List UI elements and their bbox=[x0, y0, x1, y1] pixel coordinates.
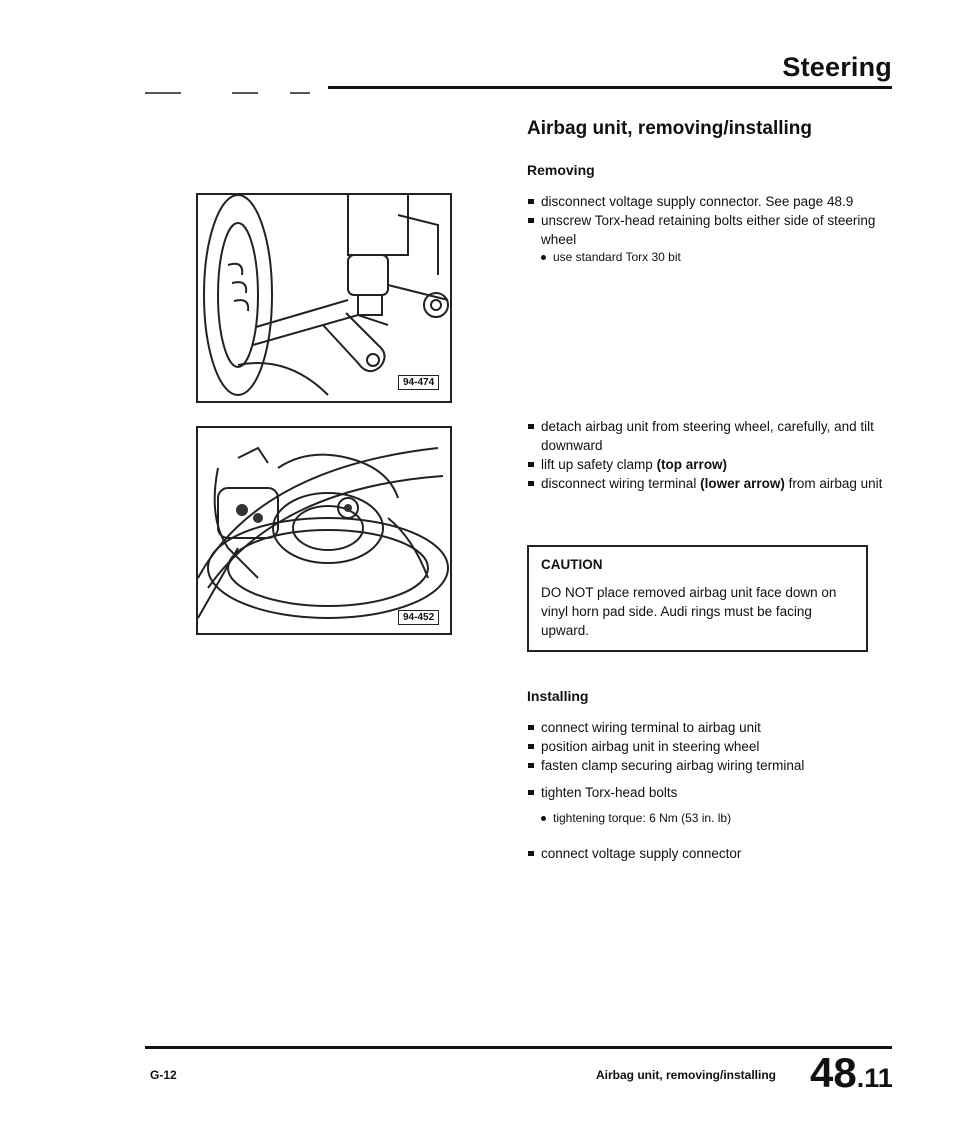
removing-heading: Removing bbox=[527, 162, 595, 178]
step-text: detach airbag unit from steering wheel, carefully, and tilt downward bbox=[541, 419, 874, 453]
page-number bbox=[810, 1049, 893, 1097]
substep-text: tightening torque: 6 Nm (53 in. lb) bbox=[553, 811, 732, 825]
header-rule bbox=[328, 86, 892, 89]
caution-box bbox=[527, 545, 868, 652]
installing-steps-2 bbox=[527, 783, 897, 802]
footer-section-title: Airbag unit, removing/installing bbox=[596, 1068, 777, 1082]
removing-steps bbox=[527, 192, 897, 249]
caution-title: CAUTION bbox=[541, 557, 603, 572]
main-content bbox=[527, 112, 897, 863]
step-text: position airbag unit in steering wheel bbox=[541, 739, 760, 754]
installing-steps-3 bbox=[527, 844, 897, 863]
list-item bbox=[527, 474, 897, 493]
list-item bbox=[527, 211, 897, 249]
installing-heading: Installing bbox=[527, 688, 589, 704]
section-title: Airbag unit, removing/installing bbox=[527, 118, 813, 139]
caution-text: DO NOT place removed airbag unit face down on vinyl horn pad side. Audi rings must be facing upward. bbox=[541, 585, 837, 638]
installing-steps bbox=[527, 718, 897, 775]
page-number-minor: .11 bbox=[856, 1063, 893, 1093]
arrow-reference: (top arrow) bbox=[656, 457, 728, 472]
step-text: disconnect voltage supply connector. See page 48.9 bbox=[541, 194, 854, 209]
step-text: unscrew Torx-head retaining bolts either side of steering wheel bbox=[541, 213, 876, 247]
installing-substeps bbox=[527, 810, 897, 826]
removing-substeps bbox=[527, 249, 897, 265]
header-dash bbox=[145, 92, 181, 94]
list-item bbox=[527, 249, 897, 265]
step-text: disconnect wiring terminal bbox=[541, 476, 701, 491]
figure-tag: 94-452 bbox=[398, 610, 439, 625]
step-text: lift up safety clamp bbox=[541, 457, 657, 472]
page-number-major: 48 bbox=[810, 1049, 857, 1096]
step-text: from airbag unit bbox=[784, 476, 883, 491]
list-item bbox=[527, 192, 897, 211]
step-text: connect wiring terminal to airbag unit bbox=[541, 720, 761, 735]
substep-text: use standard Torx 30 bit bbox=[553, 250, 681, 264]
page-title: Steering bbox=[782, 52, 892, 82]
footer-rule bbox=[145, 1046, 892, 1049]
footer-page-code: G-12 bbox=[150, 1068, 177, 1082]
list-item bbox=[527, 783, 897, 802]
removing-steps-continued bbox=[527, 417, 897, 493]
list-item bbox=[527, 756, 897, 775]
list-item bbox=[527, 417, 897, 455]
arrow-reference: (lower arrow) bbox=[700, 476, 785, 491]
airbag-unit-illustration bbox=[198, 428, 450, 633]
steering-wheel-illustration bbox=[198, 195, 450, 401]
header-dash bbox=[232, 92, 258, 94]
list-item bbox=[527, 844, 897, 863]
figure-steering-wheel-bolt bbox=[196, 193, 452, 403]
step-text: fasten clamp securing airbag wiring terminal bbox=[541, 758, 805, 773]
list-item bbox=[527, 455, 897, 474]
list-item bbox=[527, 810, 897, 826]
figure-tag: 94-474 bbox=[398, 375, 439, 390]
step-text: tighten Torx-head bolts bbox=[541, 785, 678, 800]
header-dash bbox=[290, 92, 310, 94]
list-item bbox=[527, 718, 897, 737]
step-text: connect voltage supply connector bbox=[541, 846, 742, 861]
list-item bbox=[527, 737, 897, 756]
figure-airbag-unit bbox=[196, 426, 452, 635]
